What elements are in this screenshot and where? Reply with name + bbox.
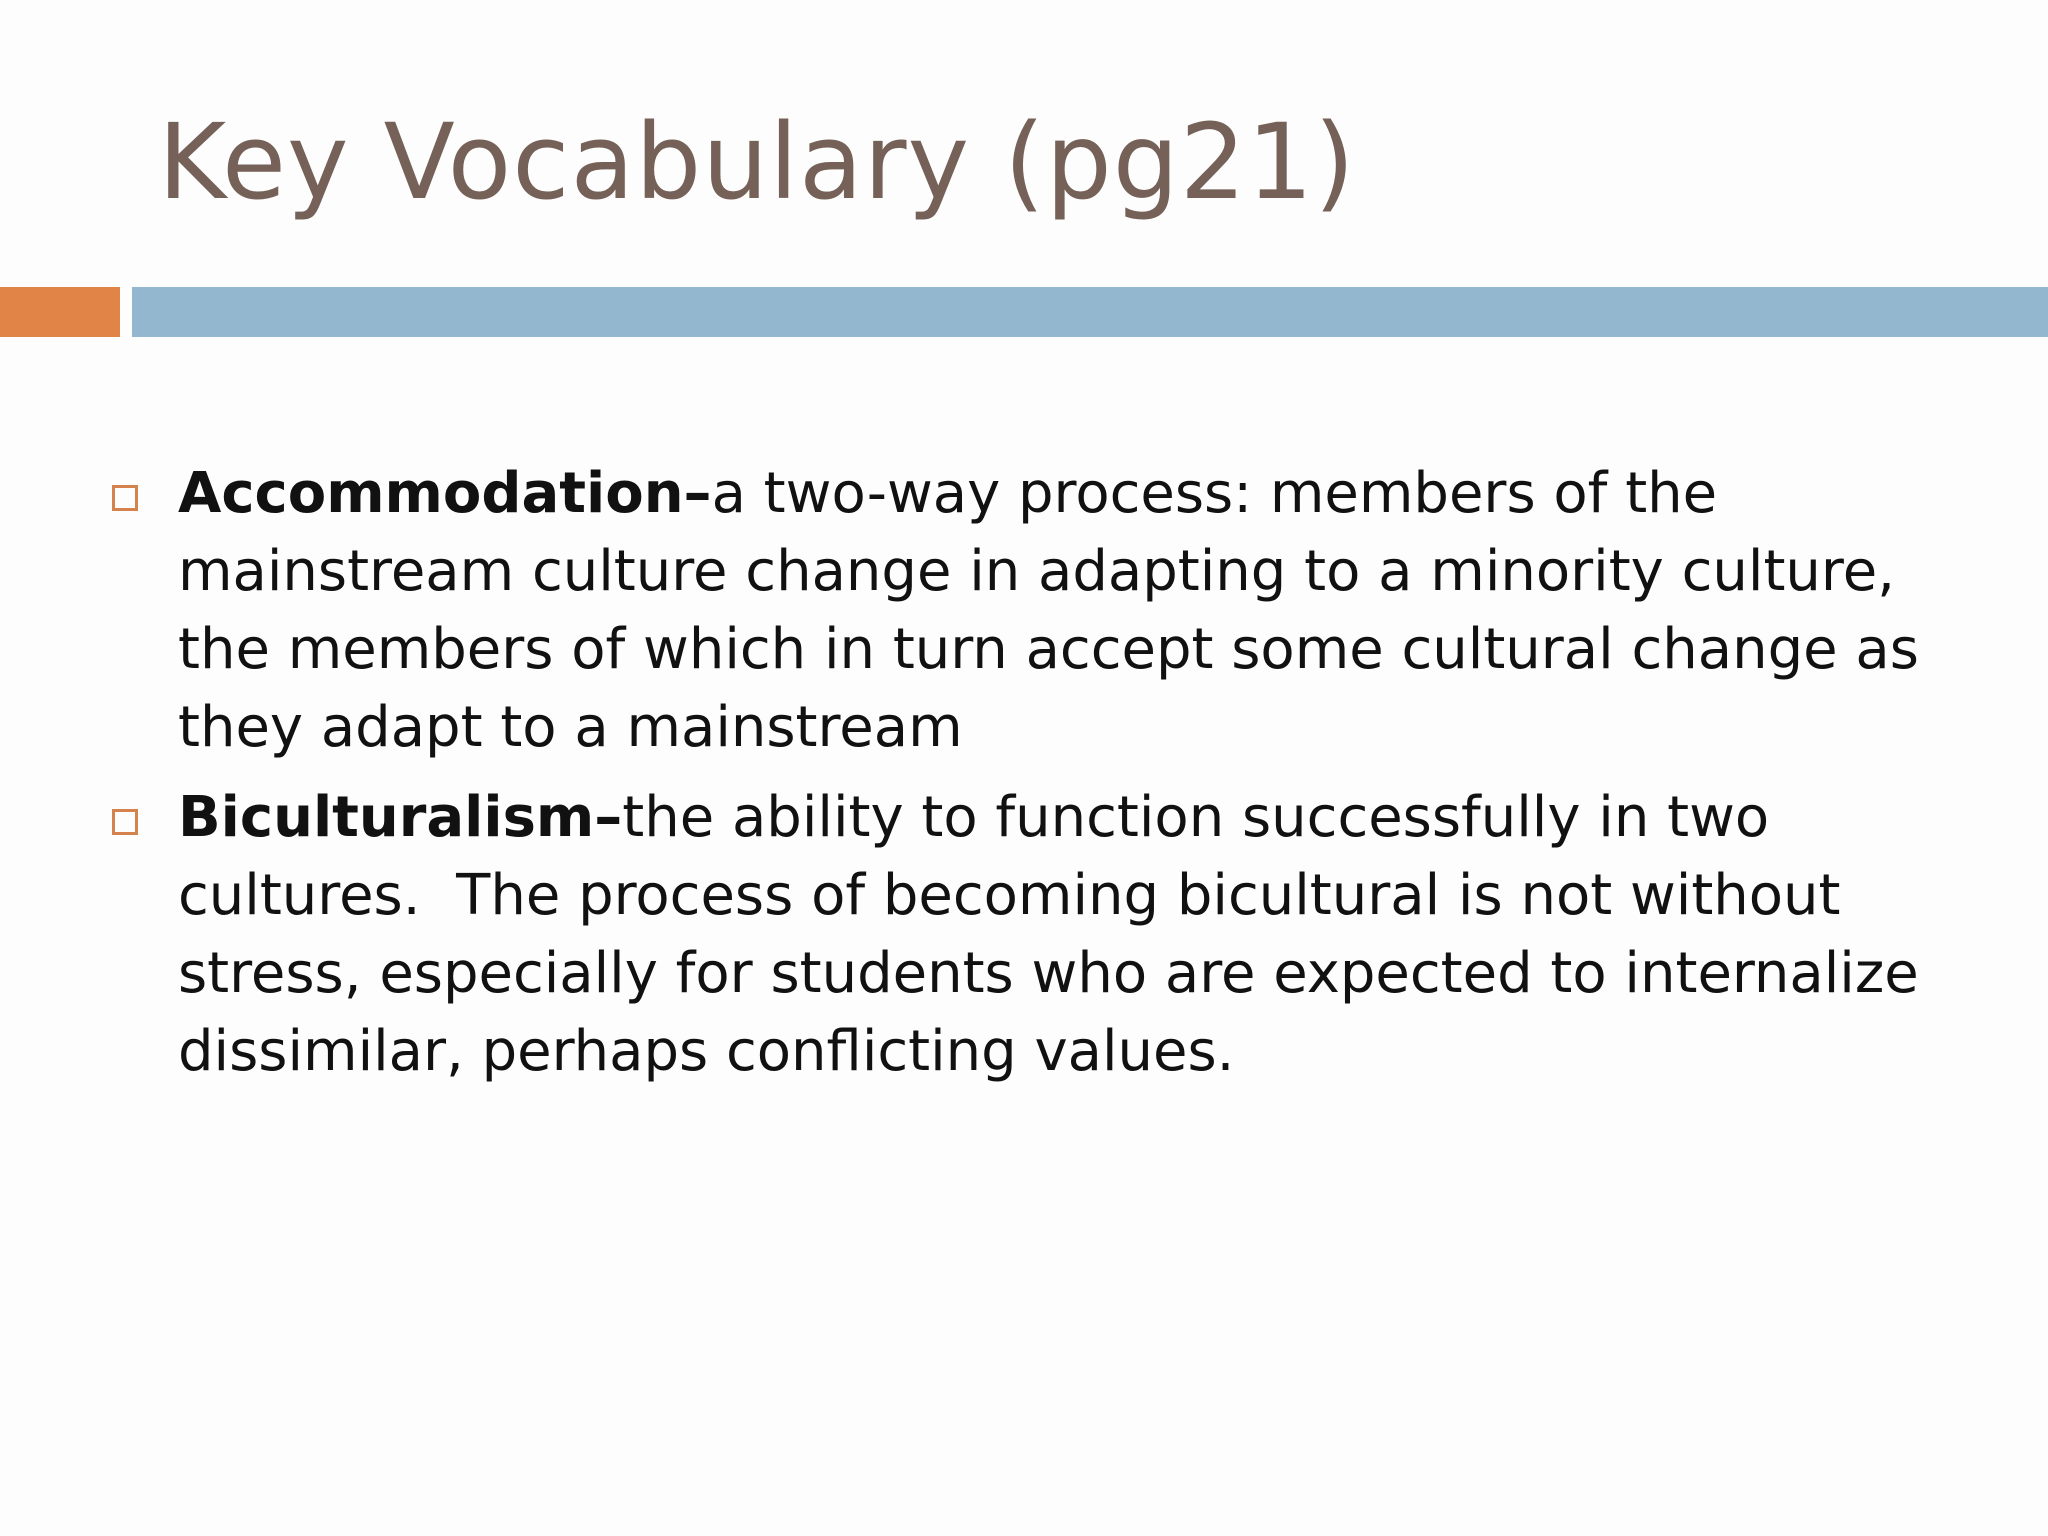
bullet-list — [108, 455, 1988, 1103]
term-label: Biculturalism– — [178, 785, 623, 850]
slide-title: Key Vocabulary (pg21) — [158, 101, 1356, 223]
bullet-item-biculturalism — [108, 779, 1988, 1091]
term-definition: a two-way process: members of the mainstream culture change in adapting to a minority culture, the members of which in turn accept some cultural change as they adapt to a mainstream — [178, 461, 1919, 760]
term-label: Accommodation– — [178, 461, 712, 526]
square-bullet-icon — [112, 485, 138, 511]
bullet-item-accommodation — [108, 455, 1988, 767]
header-divider-bar — [132, 287, 2048, 337]
accent-bar — [0, 287, 120, 337]
square-bullet-icon — [112, 809, 138, 835]
term-definition: the ability to function successfully in two cultures. The process of becoming bicultural is not without stress, especially for students who are expected to internalize dissimilar, perhaps conflicting values. — [178, 785, 1937, 1084]
